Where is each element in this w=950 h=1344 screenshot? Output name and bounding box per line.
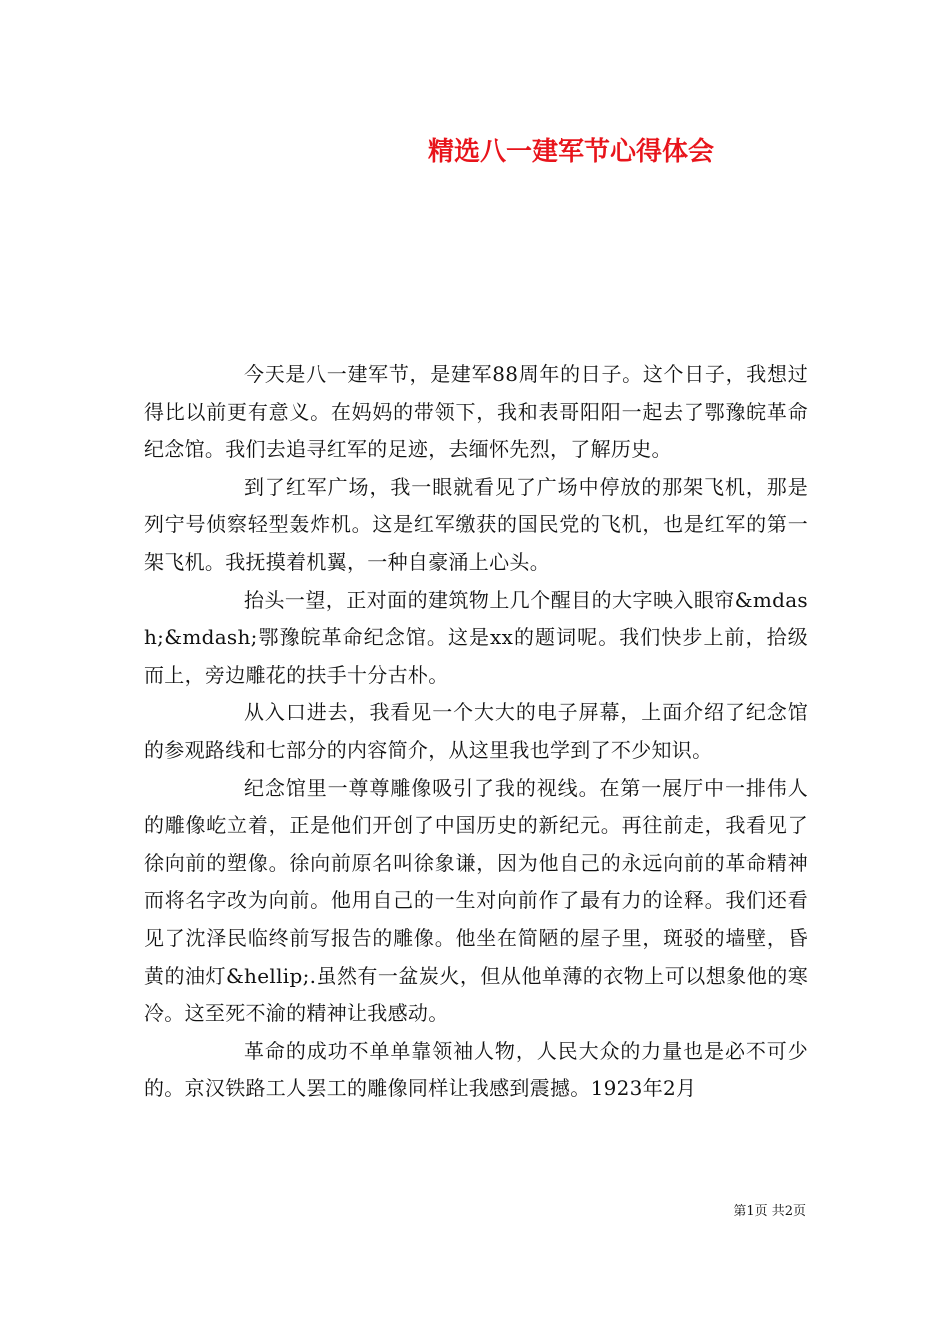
paragraph: 到了红军广场，我一眼就看见了广场中停放的那架飞机，那是列宁号侦察轻型轰炸机。这是红军缴获的国民党的飞机，也是红军的第一架飞机。我抚摸着机翼，一种自豪涌上心头。 <box>144 474 808 574</box>
paragraph: 今天是八一建军节，是建军88周年的日子。这个日子，我想过得比以前更有意义。在妈妈的带领下，我和表哥阳阳一起去了鄂豫皖革命纪念馆。我们去追寻红军的足迹，去缅怀先烈，了解历史。 <box>144 362 808 462</box>
document-body <box>144 356 808 1108</box>
page-number-footer: 第1页 共2页 <box>733 1204 806 1219</box>
document-title: 精选八一建军节心得体会 <box>428 137 715 167</box>
paragraph: 从入口进去，我看见一个大大的电子屏幕，上面介绍了纪念馆的参观路线和七部分的内容简介，从这里我也学到了不少知识。 <box>144 700 808 762</box>
paragraph: 抬头一望，正对面的建筑物上几个醒目的大字映入眼帘&mdash;&mdash;鄂豫皖革命纪念馆。这是xx的题词呢。我们快步上前，拾级而上，旁边雕花的扶手十分古朴。 <box>144 587 808 687</box>
paragraph: 纪念馆里一尊尊雕像吸引了我的视线。在第一展厅中一排伟人的雕像屹立着，正是他们开创了中国历史的新纪元。再往前走，我看见了徐向前的塑像。徐向前原名叫徐象谦，因为他自己的永远向前的革命精神而将名字改为向前。他用自己的一生对向前作了最有力的诠释。我们还看见了沈泽民临终前写报告的雕像。他坐在简陋的屋子里，斑驳的墙壁，昏黄的油灯&hellip;.虽然有一盆炭火，但从他单薄的衣物上可以想象他的寒冷。这至死不渝的精神让我感动。 <box>144 775 808 1026</box>
paragraph: 革命的成功不单单靠领袖人物，人民大众的力量也是必不可少的。京汉铁路工人罢工的雕像同样让我感到震撼。1923年2月 <box>144 1038 808 1101</box>
